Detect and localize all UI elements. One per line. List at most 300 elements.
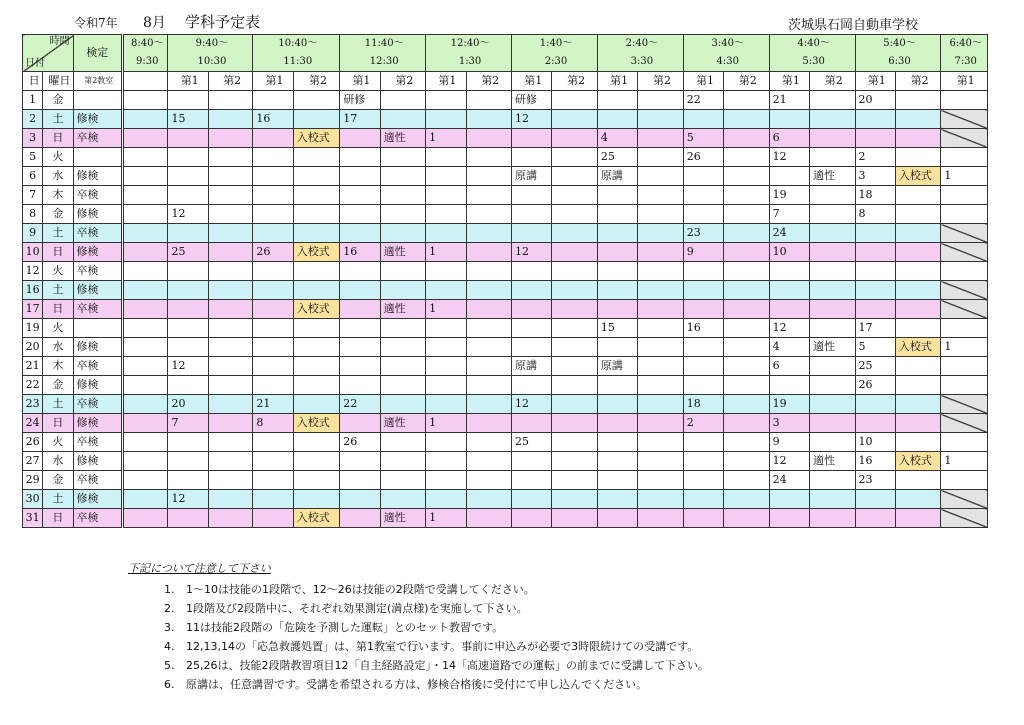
- slot-cell: [769, 376, 809, 395]
- day-cell: 3: [23, 129, 43, 148]
- room2-header: 第2: [724, 72, 769, 91]
- day-cell: 22: [23, 376, 43, 395]
- slot-cell: [168, 300, 208, 319]
- day-cell: 7: [23, 186, 43, 205]
- slot-cell: [552, 129, 597, 148]
- slot-cell: [769, 262, 809, 281]
- slot-cell: [426, 186, 466, 205]
- day-cell: 17: [23, 300, 43, 319]
- slot-cell: 21: [253, 395, 293, 414]
- slot-cell: [855, 395, 895, 414]
- slot-cell: [208, 452, 252, 471]
- slot-cell: 21: [769, 91, 809, 110]
- time-slot-header: [769, 35, 855, 72]
- slot-cell: 適性: [380, 414, 425, 433]
- corner-date-label: 日付: [25, 58, 45, 69]
- time-slot-header: [168, 35, 253, 72]
- time-end: 9:30: [136, 56, 159, 67]
- slot-cell: [466, 319, 511, 338]
- slot-cell: [466, 262, 511, 281]
- slot-cell: 入校式: [895, 452, 940, 471]
- slot-cell: [293, 281, 339, 300]
- slot-cell: [253, 376, 293, 395]
- slot-cell: [380, 490, 425, 509]
- slot-cell: [208, 205, 252, 224]
- slot-cell: [253, 452, 293, 471]
- slot-cell: [123, 110, 168, 129]
- slot-cell: [597, 471, 637, 490]
- slot-cell: [340, 129, 380, 148]
- schedule-row: [23, 148, 988, 167]
- slot-cell-last: [941, 414, 988, 433]
- slot-cell: [597, 338, 637, 357]
- slot-cell-last: [941, 281, 988, 300]
- slot-cell: [293, 110, 339, 129]
- slot-cell: 26: [683, 148, 723, 167]
- slot-cell: [380, 395, 425, 414]
- slot-cell: 12: [168, 490, 208, 509]
- slot-cell: [168, 338, 208, 357]
- slot-cell: [123, 414, 168, 433]
- slot-cell: [512, 414, 552, 433]
- room1-header: 第1: [941, 72, 988, 91]
- slot-cell: [810, 148, 855, 167]
- notes-title: 下記について注意して下さい: [128, 562, 271, 575]
- slot-cell: [293, 224, 339, 243]
- slot-cell: [769, 300, 809, 319]
- slot-cell: 適性: [380, 509, 425, 528]
- slot-cell: [638, 319, 683, 338]
- day-header: 日: [23, 72, 43, 91]
- slot-cell: [380, 148, 425, 167]
- time-start: 9:40〜: [195, 38, 229, 49]
- slot-cell: [426, 452, 466, 471]
- slot-cell: [466, 452, 511, 471]
- slot-cell: 9: [769, 433, 809, 452]
- slot-cell: [466, 186, 511, 205]
- slot-cell: [895, 300, 940, 319]
- slot-cell: [340, 414, 380, 433]
- slot-cell: 研修: [512, 91, 552, 110]
- slot-cell-last: [941, 395, 988, 414]
- schedule-row: [23, 357, 988, 376]
- slot-cell: [380, 262, 425, 281]
- slot-cell: 26: [855, 376, 895, 395]
- slot-cell: 1: [426, 243, 466, 262]
- slot-cell: [724, 262, 769, 281]
- slot-cell: [340, 452, 380, 471]
- slot-cell: [810, 243, 855, 262]
- slot-cell: [253, 129, 293, 148]
- slot-cell: [380, 357, 425, 376]
- slot-cell: [810, 509, 855, 528]
- slot-cell: [380, 110, 425, 129]
- slot-cell: [638, 300, 683, 319]
- slot-cell: [380, 338, 425, 357]
- slot-cell: [123, 186, 168, 205]
- slot-cell: [810, 471, 855, 490]
- slot-cell: [293, 167, 339, 186]
- time-slot-header: [683, 35, 769, 72]
- slot-cell: [253, 433, 293, 452]
- slot-cell: [208, 262, 252, 281]
- time-slot-header: [855, 35, 941, 72]
- slot-cell: [724, 338, 769, 357]
- slot-cell: [293, 91, 339, 110]
- slot-cell: [552, 281, 597, 300]
- slot-cell: [466, 129, 511, 148]
- slot-cell: [168, 148, 208, 167]
- day-cell: 8: [23, 205, 43, 224]
- note-item: 1. 1〜10は技能の1段階で、12〜26は技能の2段階で受講してください。: [178, 580, 709, 599]
- slot-cell: [683, 281, 723, 300]
- slot-cell: [380, 433, 425, 452]
- day-cell: 20: [23, 338, 43, 357]
- slot-cell: [340, 509, 380, 528]
- note-item: 2. 1段階及び2段階中に、それぞれ効果測定(満点様)を実施して下さい。: [178, 599, 709, 618]
- slot-cell: [208, 224, 252, 243]
- schedule-row: [23, 433, 988, 452]
- slot-cell: [466, 205, 511, 224]
- slot-cell: [638, 452, 683, 471]
- slot-cell: 25: [512, 433, 552, 452]
- slot-cell: [208, 509, 252, 528]
- slot-cell: [810, 186, 855, 205]
- slot-cell: [597, 262, 637, 281]
- weekday-cell: 日: [43, 243, 73, 262]
- room1-header: 第1: [683, 72, 723, 91]
- slot-cell-last: [941, 110, 988, 129]
- kentei-cell: 修検: [73, 167, 123, 186]
- slot-cell: [552, 471, 597, 490]
- kentei-cell: 修検: [73, 110, 123, 129]
- slot-cell: [683, 338, 723, 357]
- slot-cell: [208, 300, 252, 319]
- slot-cell: [855, 490, 895, 509]
- slot-cell: [466, 167, 511, 186]
- slot-cell: [340, 471, 380, 490]
- slot-cell: 23: [683, 224, 723, 243]
- slot-cell: 8: [253, 414, 293, 433]
- slot-cell: [253, 205, 293, 224]
- slot-cell: [552, 243, 597, 262]
- slot-cell-last: 1: [941, 167, 988, 186]
- slot-cell: 20: [168, 395, 208, 414]
- weekday-cell: 水: [43, 452, 73, 471]
- slot-cell: [168, 471, 208, 490]
- slot-cell: [426, 376, 466, 395]
- slot-cell: 25: [168, 243, 208, 262]
- slot-cell: 7: [769, 205, 809, 224]
- slot-cell: [253, 224, 293, 243]
- schedule-row: [23, 471, 988, 490]
- slot-cell: [512, 129, 552, 148]
- slot-cell: [895, 148, 940, 167]
- schedule-row: [23, 129, 988, 148]
- slot-cell: [724, 433, 769, 452]
- weekday-cell: 土: [43, 490, 73, 509]
- kentei-cell: 修検: [73, 338, 123, 357]
- slot-cell: [208, 395, 252, 414]
- slot-cell: 入校式: [293, 414, 339, 433]
- slot-cell: [895, 281, 940, 300]
- weekday-cell: 火: [43, 319, 73, 338]
- slot-cell: [597, 300, 637, 319]
- slot-cell: [552, 414, 597, 433]
- room2-header: 第2: [380, 72, 425, 91]
- slot-cell-last: [941, 205, 988, 224]
- slot-cell: [810, 129, 855, 148]
- slot-cell: 1: [426, 509, 466, 528]
- slot-cell: 1: [426, 414, 466, 433]
- slot-cell: 入校式: [895, 167, 940, 186]
- slot-cell: 18: [683, 395, 723, 414]
- day-cell: 2: [23, 110, 43, 129]
- slot-cell: [208, 167, 252, 186]
- slot-cell: [123, 129, 168, 148]
- slot-cell: [512, 205, 552, 224]
- time-start: 2:40〜: [625, 38, 659, 49]
- day-cell: 12: [23, 262, 43, 281]
- slot-cell: [552, 224, 597, 243]
- slot-cell: [724, 205, 769, 224]
- slot-cell: [512, 224, 552, 243]
- slot-cell: 12: [512, 243, 552, 262]
- day-cell: 5: [23, 148, 43, 167]
- weekday-cell: 金: [43, 376, 73, 395]
- time-slot-header: [253, 35, 340, 72]
- slot-cell: [597, 91, 637, 110]
- slot-cell: [208, 110, 252, 129]
- slot-cell: [810, 376, 855, 395]
- room1-header: 第1: [168, 72, 208, 91]
- slot-cell: [253, 262, 293, 281]
- slot-cell: [123, 243, 168, 262]
- slot-cell: [769, 281, 809, 300]
- slot-cell: [810, 319, 855, 338]
- slot-cell: 7: [168, 414, 208, 433]
- note-item: 4. 12,13,14の「応急救護処置」は、第1教室で行います。事前に申込みが必要で3時限続けての受講です。: [178, 637, 709, 656]
- weekday-cell: 日: [43, 300, 73, 319]
- slot-cell: [466, 300, 511, 319]
- slot-cell: [597, 205, 637, 224]
- slot-cell: [466, 414, 511, 433]
- slot-cell: [426, 490, 466, 509]
- slot-cell: 15: [168, 110, 208, 129]
- slot-cell: [638, 281, 683, 300]
- slot-cell: [168, 509, 208, 528]
- slot-cell: [512, 262, 552, 281]
- slot-cell: 4: [597, 129, 637, 148]
- slot-cell: 適性: [380, 243, 425, 262]
- slot-cell: [123, 433, 168, 452]
- slot-cell: [895, 433, 940, 452]
- time-end: 5:30: [802, 56, 825, 67]
- kentei-header: 検定: [73, 35, 123, 72]
- slot-cell: [208, 129, 252, 148]
- slot-cell-last: [941, 433, 988, 452]
- slot-cell: [466, 490, 511, 509]
- slot-cell: 16: [340, 243, 380, 262]
- slot-cell: [466, 509, 511, 528]
- weekday-cell: 金: [43, 91, 73, 110]
- room1-header: 第1: [426, 72, 466, 91]
- kentei-cell: 卒検: [73, 224, 123, 243]
- weekday-cell: 土: [43, 110, 73, 129]
- slot-cell: [512, 452, 552, 471]
- slot-cell: [683, 262, 723, 281]
- slot-cell: [340, 300, 380, 319]
- kentei-cell: [73, 319, 123, 338]
- slot-cell-last: [941, 129, 988, 148]
- slot-cell: 8: [855, 205, 895, 224]
- slot-cell: 12: [769, 452, 809, 471]
- slot-cell: [168, 224, 208, 243]
- slot-cell: [638, 91, 683, 110]
- slot-cell: 23: [855, 471, 895, 490]
- slot-cell: [855, 243, 895, 262]
- slot-cell: 10: [855, 433, 895, 452]
- slot-cell: [253, 471, 293, 490]
- slot-cell: [724, 509, 769, 528]
- time-slot-header: [426, 35, 512, 72]
- slot-cell: [293, 433, 339, 452]
- slot-cell: [208, 433, 252, 452]
- slot-cell: 入校式: [293, 509, 339, 528]
- slot-cell: [466, 281, 511, 300]
- slot-cell-last: [941, 243, 988, 262]
- schedule-row: [23, 509, 988, 528]
- slot-cell: [123, 262, 168, 281]
- slot-cell: [168, 319, 208, 338]
- slot-cell: [810, 433, 855, 452]
- slot-cell: [552, 167, 597, 186]
- slot-cell: [208, 148, 252, 167]
- slot-cell: [552, 395, 597, 414]
- slot-cell: [253, 186, 293, 205]
- time-start: 4:40〜: [797, 38, 830, 49]
- slot-cell: [253, 490, 293, 509]
- slot-cell: [683, 471, 723, 490]
- slot-cell: [426, 91, 466, 110]
- slot-cell: 原講: [597, 167, 637, 186]
- day-cell: 16: [23, 281, 43, 300]
- slot-cell: [552, 376, 597, 395]
- slot-cell-last: [941, 186, 988, 205]
- slot-cell: [426, 433, 466, 452]
- slot-cell-last: [941, 262, 988, 281]
- slot-cell: [426, 224, 466, 243]
- slot-cell: 12: [769, 148, 809, 167]
- slot-cell: 16: [253, 110, 293, 129]
- slot-cell: [340, 319, 380, 338]
- slot-cell: [466, 243, 511, 262]
- slot-cell: [552, 300, 597, 319]
- schedule-row: [23, 319, 988, 338]
- slot-cell: [597, 186, 637, 205]
- slot-cell: [340, 281, 380, 300]
- slot-cell: [340, 490, 380, 509]
- kentei-cell: 卒検: [73, 300, 123, 319]
- slot-cell: [380, 376, 425, 395]
- slot-cell-last: [941, 376, 988, 395]
- slot-cell-last: [941, 471, 988, 490]
- room2-header: 第2: [293, 72, 339, 91]
- slot-cell-last: 1: [941, 338, 988, 357]
- slot-cell: [123, 91, 168, 110]
- slot-cell: 10: [769, 243, 809, 262]
- weekday-cell: 土: [43, 281, 73, 300]
- schedule-row: [23, 281, 988, 300]
- slot-cell: [895, 205, 940, 224]
- slot-cell: [253, 509, 293, 528]
- kentei-cell: [73, 91, 123, 110]
- weekday-header: 曜日: [43, 72, 73, 91]
- slot-cell: [293, 471, 339, 490]
- kentei-cell: 修検: [73, 243, 123, 262]
- slot-cell: [724, 357, 769, 376]
- slot-cell: [638, 357, 683, 376]
- time-start: 12:40〜: [450, 38, 490, 49]
- slot-cell: [426, 110, 466, 129]
- slot-cell: [724, 167, 769, 186]
- slot-cell: [253, 338, 293, 357]
- kentei-cell: 修検: [73, 376, 123, 395]
- kentei-cell: 修検: [73, 414, 123, 433]
- slot-cell: [638, 376, 683, 395]
- room1-header: 第1: [769, 72, 809, 91]
- blank-header: [123, 72, 168, 91]
- room2-header: 第2: [895, 72, 940, 91]
- slot-cell: [466, 395, 511, 414]
- kentei-cell: 修検: [73, 205, 123, 224]
- slot-cell: [168, 186, 208, 205]
- slot-cell: [552, 205, 597, 224]
- slot-cell: [638, 167, 683, 186]
- slot-cell: [683, 205, 723, 224]
- slot-cell: 適性: [810, 167, 855, 186]
- slot-cell: [724, 224, 769, 243]
- slot-cell: [512, 490, 552, 509]
- slot-cell: [855, 110, 895, 129]
- slot-cell: [597, 110, 637, 129]
- slot-cell: [380, 205, 425, 224]
- slot-cell: [552, 186, 597, 205]
- slot-cell: [426, 148, 466, 167]
- page-header: [0, 11, 1024, 33]
- slot-cell: [769, 167, 809, 186]
- time-slot-header: [123, 35, 168, 72]
- slot-cell: [253, 91, 293, 110]
- weekday-cell: 火: [43, 262, 73, 281]
- slot-cell: [123, 148, 168, 167]
- slot-cell: [168, 167, 208, 186]
- slot-cell: [597, 224, 637, 243]
- slot-cell: [512, 509, 552, 528]
- kentei-cell: 卒検: [73, 509, 123, 528]
- slot-cell: [512, 376, 552, 395]
- slot-cell: [597, 395, 637, 414]
- slot-cell: [683, 300, 723, 319]
- notes-section: [128, 560, 709, 694]
- kentei-cell: 卒検: [73, 471, 123, 490]
- slot-cell: [895, 262, 940, 281]
- time-start: 5:40〜: [883, 38, 916, 49]
- slot-cell: [855, 262, 895, 281]
- slot-cell: 入校式: [293, 243, 339, 262]
- slot-cell: [253, 167, 293, 186]
- slot-cell: 25: [855, 357, 895, 376]
